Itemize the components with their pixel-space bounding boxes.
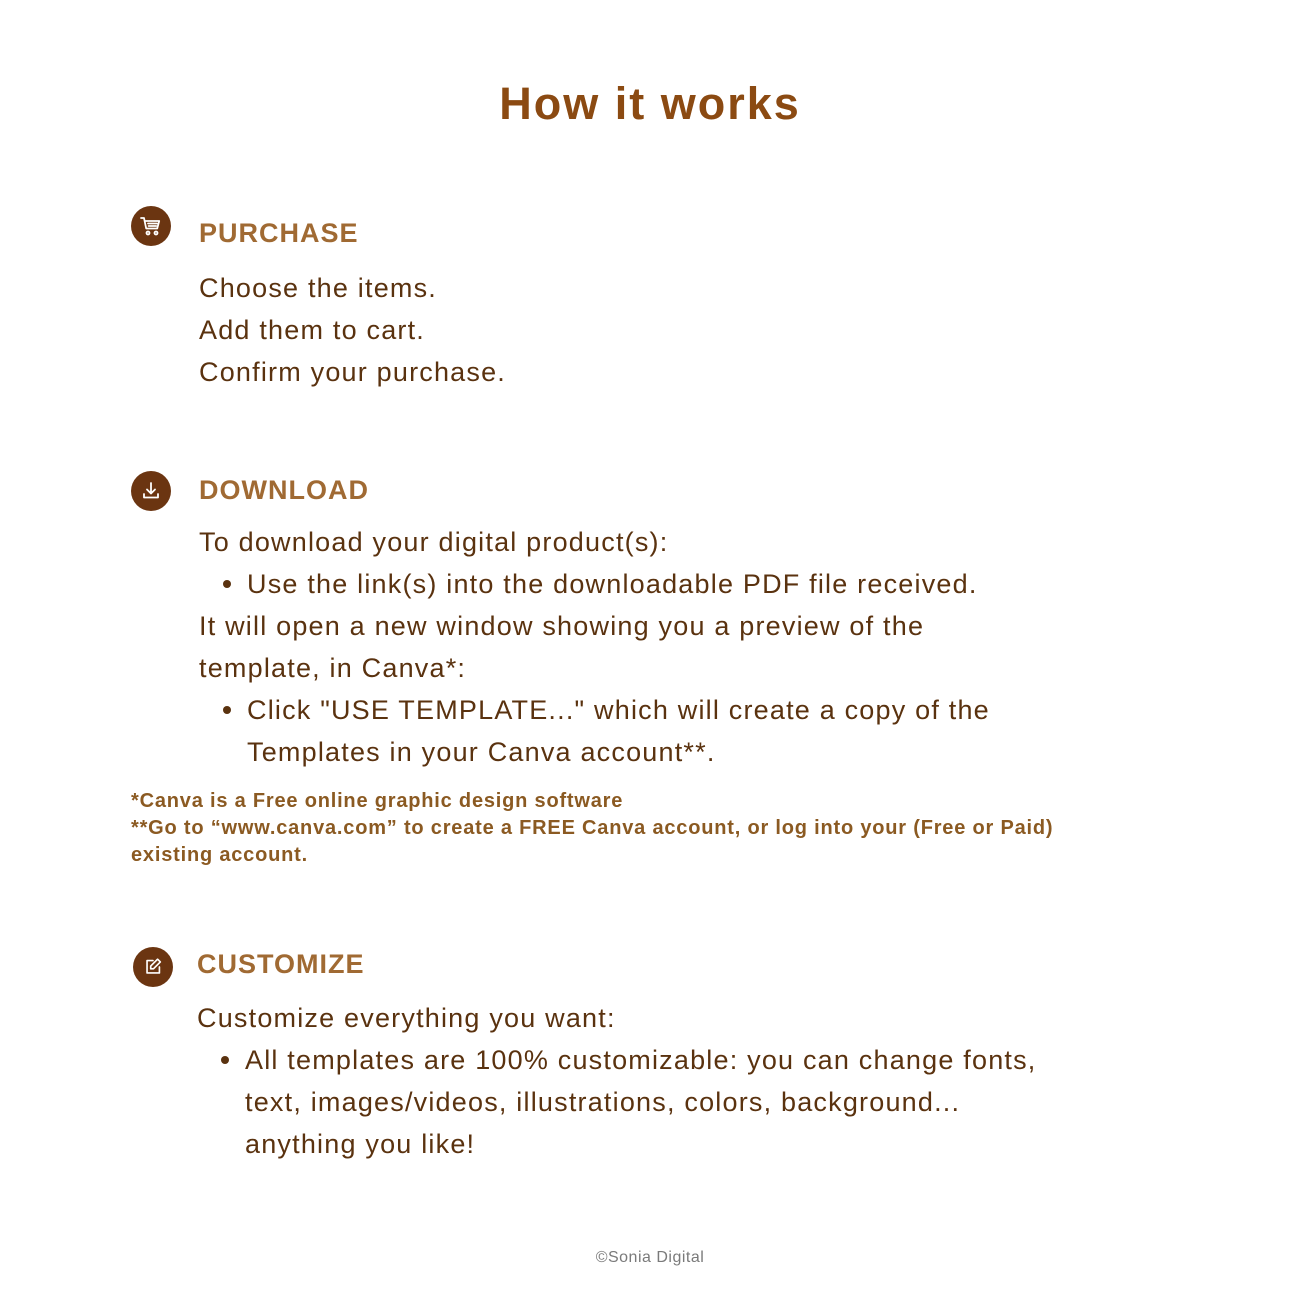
bullet-dot xyxy=(221,1056,229,1064)
download-bullet-text: Templates in your Canva account**. xyxy=(247,737,716,767)
purchase-steps xyxy=(199,267,506,393)
footnote: existing account. xyxy=(131,844,308,866)
download-instructions xyxy=(199,521,990,773)
customize-bullet-text: All templates are 100% customizable: you can change fonts, xyxy=(245,1045,1037,1075)
customize-bullet xyxy=(197,1039,1037,1081)
edit-icon xyxy=(133,947,173,987)
page-title: How it works xyxy=(499,78,801,129)
download-bullet-continuation xyxy=(199,731,990,773)
download-bullet xyxy=(199,689,990,731)
download-heading: DOWNLOAD xyxy=(199,475,369,505)
bullet-dot xyxy=(223,706,231,714)
customize-bullet-text: anything you like! xyxy=(245,1129,476,1159)
bullet-dot xyxy=(223,580,231,588)
customize-bullet-continuation xyxy=(197,1123,1037,1165)
customize-bullet-text: text, images/videos, illustrations, colors, background... xyxy=(245,1087,961,1117)
footnote: **Go to “www.canva.com” to create a FREE Canva account, or log into your (Free or Paid) xyxy=(131,817,1054,839)
customize-instructions xyxy=(197,997,1037,1165)
purchase-heading: PURCHASE xyxy=(199,218,359,248)
purchase-step: Confirm your purchase. xyxy=(199,357,507,387)
download-text: template, in Canva*: xyxy=(199,653,467,683)
customize-intro: Customize everything you want: xyxy=(197,1003,616,1033)
download-bullet-text: Click "USE TEMPLATE..." which will create a copy of the xyxy=(247,695,990,725)
download-bullet-text: Use the link(s) into the downloadable PDF file received. xyxy=(247,569,978,599)
copyright-footer: ©Sonia Digital xyxy=(595,1249,705,1266)
purchase-step: Choose the items. xyxy=(199,273,438,303)
customize-heading: CUSTOMIZE xyxy=(197,949,365,979)
customize-bullet-continuation xyxy=(197,1081,1037,1123)
download-icon xyxy=(131,471,171,511)
download-intro: To download your digital product(s): xyxy=(199,527,669,557)
download-bullet xyxy=(199,563,990,605)
footnote: *Canva is a Free online graphic design software xyxy=(131,790,624,812)
shopping-cart-icon xyxy=(131,206,171,246)
footnotes xyxy=(131,788,1053,869)
download-text: It will open a new window showing you a preview of the xyxy=(199,611,925,641)
purchase-step: Add them to cart. xyxy=(199,315,425,345)
